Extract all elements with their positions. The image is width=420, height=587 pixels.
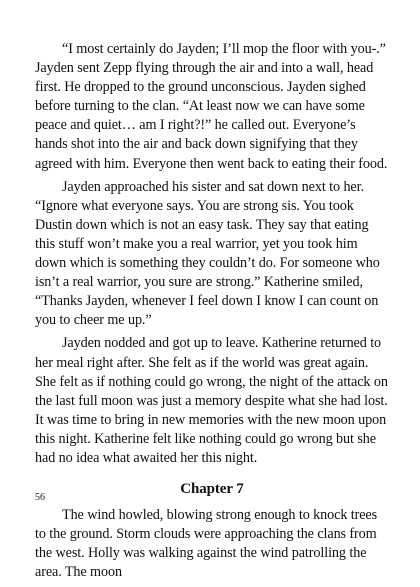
- page-number: 56: [35, 492, 45, 503]
- paragraph-katherine-meal: Jayden nodded and got up to leave. Katherine returned to her meal right after. She felt as if the world was great again. She felt as if nothing could go wrong, the night of the attack on the last full moon was just a memory despite what she had lost. It was time to bring in new memories with the new moon upon this night. Katherine felt like nothing could go wrong but she had no idea what awaited her this night.: [35, 335, 388, 466]
- paragraph-storm: The wind howled, blowing strong enough to knock trees to the ground. Storm clouds were approaching the clans from the west. Holly was walking against the wind patrolling the area. The moon: [35, 507, 378, 581]
- chapter-heading: Chapter 7: [180, 481, 244, 498]
- paragraph-zepp-fight: “I most certainly do Jayden; I’ll mop the floor with you-.” Jayden sent Zepp flying through the air and into a wall, head first. He dropped to the ground unconscious. Jayden sighed before turning to the clan. “At least now we can have some peace and quiet… am I right?!” he called out. Everyone’s hands shot into the air and back down signifying that they agreed with him. Everyone then went back to eating their food.: [35, 41, 388, 172]
- paragraph-jayden-encourages: Jayden approached his sister and sat down next to her. “Ignore what everyone says. You are strong sis. You took Dustin down which is not an easy task. They say that eating this stuff won’t make you a real warrior, yet you took him down which is something they couldn’t do. For someone who isn’t a real warrior, you sure are strong.” Katherine smiled, “Thanks Jayden, whenever I feel down I know I can count on you to cheer me up.”: [35, 178, 380, 329]
- page-body: [35, 40, 389, 587]
